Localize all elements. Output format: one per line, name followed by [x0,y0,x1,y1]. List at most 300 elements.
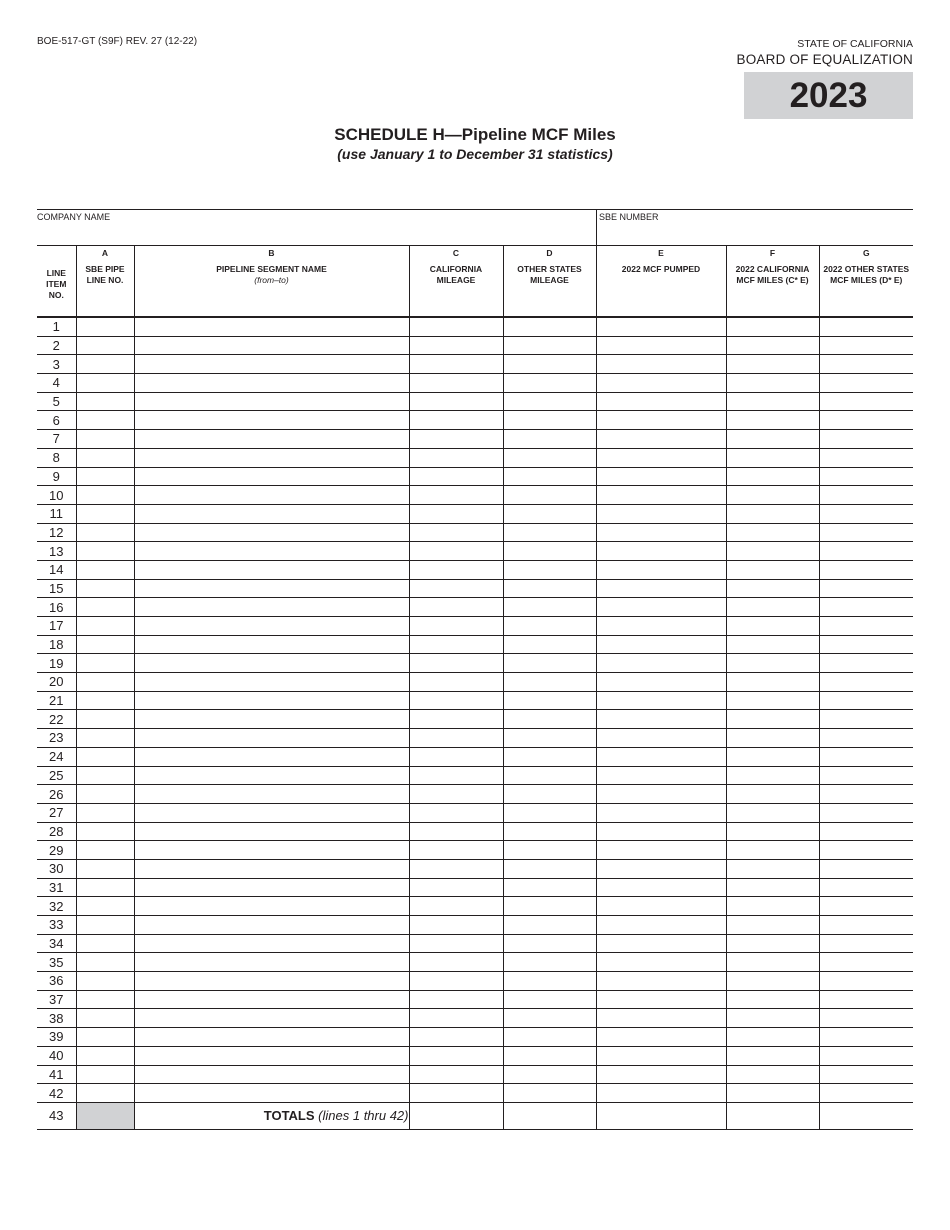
cell-e[interactable] [596,504,726,523]
cell-c[interactable] [409,803,503,822]
cell-g[interactable] [819,654,913,673]
cell-c[interactable] [409,598,503,617]
cell-e[interactable] [596,617,726,636]
cell-e[interactable] [596,897,726,916]
cell-c[interactable] [409,859,503,878]
cell-c[interactable] [409,635,503,654]
cell-e[interactable] [596,766,726,785]
cell-d[interactable] [503,934,596,953]
cell-g[interactable] [819,916,913,935]
totals-cell-c[interactable] [409,1102,503,1129]
cell-c[interactable] [409,878,503,897]
cell-f[interactable] [726,822,819,841]
cell-a[interactable] [76,430,134,449]
cell-d[interactable] [503,822,596,841]
cell-b[interactable] [134,897,409,916]
cell-d[interactable] [503,972,596,991]
cell-d[interactable] [503,560,596,579]
cell-d[interactable] [503,374,596,393]
cell-e[interactable] [596,785,726,804]
cell-f[interactable] [726,897,819,916]
cell-f[interactable] [726,729,819,748]
cell-g[interactable] [819,673,913,692]
cell-e[interactable] [596,523,726,542]
cell-f[interactable] [726,916,819,935]
cell-c[interactable] [409,1065,503,1084]
cell-d[interactable] [503,953,596,972]
cell-c[interactable] [409,560,503,579]
cell-c[interactable] [409,1046,503,1065]
cell-b[interactable] [134,411,409,430]
cell-b[interactable] [134,673,409,692]
cell-b[interactable] [134,953,409,972]
cell-a[interactable] [76,878,134,897]
cell-c[interactable] [409,467,503,486]
cell-g[interactable] [819,598,913,617]
cell-a[interactable] [76,542,134,561]
cell-f[interactable] [726,598,819,617]
cell-d[interactable] [503,897,596,916]
cell-a[interactable] [76,486,134,505]
cell-f[interactable] [726,747,819,766]
cell-e[interactable] [596,635,726,654]
cell-b[interactable] [134,1009,409,1028]
cell-e[interactable] [596,990,726,1009]
cell-a[interactable] [76,523,134,542]
cell-f[interactable] [726,1028,819,1047]
cell-f[interactable] [726,504,819,523]
totals-cell-g[interactable] [819,1102,913,1129]
cell-d[interactable] [503,579,596,598]
cell-b[interactable] [134,1065,409,1084]
cell-d[interactable] [503,878,596,897]
cell-c[interactable] [409,336,503,355]
cell-g[interactable] [819,374,913,393]
cell-d[interactable] [503,523,596,542]
cell-c[interactable] [409,579,503,598]
cell-c[interactable] [409,486,503,505]
cell-g[interactable] [819,523,913,542]
cell-b[interactable] [134,1046,409,1065]
cell-c[interactable] [409,710,503,729]
cell-a[interactable] [76,617,134,636]
cell-f[interactable] [726,953,819,972]
cell-c[interactable] [409,317,503,336]
cell-c[interactable] [409,523,503,542]
cell-d[interactable] [503,673,596,692]
cell-f[interactable] [726,374,819,393]
cell-e[interactable] [596,934,726,953]
cell-a[interactable] [76,317,134,336]
cell-d[interactable] [503,785,596,804]
cell-b[interactable] [134,972,409,991]
cell-b[interactable] [134,785,409,804]
cell-a[interactable] [76,916,134,935]
cell-e[interactable] [596,355,726,374]
cell-c[interactable] [409,654,503,673]
cell-e[interactable] [596,673,726,692]
cell-d[interactable] [503,598,596,617]
cell-a[interactable] [76,336,134,355]
cell-b[interactable] [134,392,409,411]
cell-d[interactable] [503,542,596,561]
cell-d[interactable] [503,803,596,822]
cell-a[interactable] [76,747,134,766]
cell-d[interactable] [503,430,596,449]
cell-a[interactable] [76,504,134,523]
cell-g[interactable] [819,317,913,336]
cell-b[interactable] [134,467,409,486]
cell-c[interactable] [409,617,503,636]
cell-g[interactable] [819,878,913,897]
cell-c[interactable] [409,411,503,430]
cell-b[interactable] [134,841,409,860]
cell-g[interactable] [819,504,913,523]
cell-c[interactable] [409,766,503,785]
cell-f[interactable] [726,803,819,822]
cell-g[interactable] [819,747,913,766]
cell-b[interactable] [134,934,409,953]
cell-d[interactable] [503,729,596,748]
cell-a[interactable] [76,841,134,860]
cell-a[interactable] [76,859,134,878]
cell-a[interactable] [76,673,134,692]
cell-c[interactable] [409,785,503,804]
cell-e[interactable] [596,710,726,729]
cell-e[interactable] [596,542,726,561]
cell-a[interactable] [76,411,134,430]
cell-a[interactable] [76,897,134,916]
cell-b[interactable] [134,504,409,523]
cell-d[interactable] [503,654,596,673]
cell-d[interactable] [503,691,596,710]
cell-f[interactable] [726,785,819,804]
cell-a[interactable] [76,598,134,617]
cell-f[interactable] [726,766,819,785]
cell-c[interactable] [409,542,503,561]
cell-g[interactable] [819,579,913,598]
cell-g[interactable] [819,430,913,449]
cell-e[interactable] [596,392,726,411]
cell-g[interactable] [819,841,913,860]
cell-d[interactable] [503,1046,596,1065]
cell-e[interactable] [596,953,726,972]
cell-b[interactable] [134,523,409,542]
cell-d[interactable] [503,411,596,430]
cell-e[interactable] [596,1065,726,1084]
cell-e[interactable] [596,317,726,336]
cell-e[interactable] [596,430,726,449]
cell-b[interactable] [134,430,409,449]
cell-d[interactable] [503,1009,596,1028]
cell-c[interactable] [409,822,503,841]
cell-b[interactable] [134,878,409,897]
cell-e[interactable] [596,579,726,598]
cell-a[interactable] [76,392,134,411]
cell-g[interactable] [819,1084,913,1103]
cell-b[interactable] [134,990,409,1009]
cell-f[interactable] [726,1046,819,1065]
cell-a[interactable] [76,374,134,393]
cell-b[interactable] [134,560,409,579]
cell-g[interactable] [819,859,913,878]
cell-b[interactable] [134,317,409,336]
cell-d[interactable] [503,1084,596,1103]
cell-d[interactable] [503,504,596,523]
cell-b[interactable] [134,729,409,748]
cell-b[interactable] [134,355,409,374]
cell-a[interactable] [76,822,134,841]
cell-c[interactable] [409,691,503,710]
totals-cell-f[interactable] [726,1102,819,1129]
cell-e[interactable] [596,448,726,467]
cell-c[interactable] [409,897,503,916]
cell-a[interactable] [76,803,134,822]
cell-f[interactable] [726,336,819,355]
cell-b[interactable] [134,374,409,393]
cell-d[interactable] [503,841,596,860]
cell-f[interactable] [726,355,819,374]
cell-c[interactable] [409,990,503,1009]
cell-g[interactable] [819,766,913,785]
cell-g[interactable] [819,972,913,991]
cell-f[interactable] [726,841,819,860]
cell-f[interactable] [726,673,819,692]
cell-c[interactable] [409,673,503,692]
cell-g[interactable] [819,1028,913,1047]
cell-d[interactable] [503,448,596,467]
cell-g[interactable] [819,953,913,972]
cell-f[interactable] [726,710,819,729]
cell-d[interactable] [503,617,596,636]
cell-e[interactable] [596,1009,726,1028]
sbe-number-field[interactable] [596,210,913,246]
cell-f[interactable] [726,691,819,710]
cell-a[interactable] [76,785,134,804]
cell-g[interactable] [819,336,913,355]
cell-d[interactable] [503,392,596,411]
cell-f[interactable] [726,878,819,897]
cell-e[interactable] [596,841,726,860]
cell-g[interactable] [819,803,913,822]
cell-f[interactable] [726,486,819,505]
cell-g[interactable] [819,467,913,486]
cell-b[interactable] [134,579,409,598]
cell-g[interactable] [819,710,913,729]
cell-b[interactable] [134,336,409,355]
cell-e[interactable] [596,878,726,897]
cell-a[interactable] [76,691,134,710]
cell-d[interactable] [503,336,596,355]
cell-b[interactable] [134,859,409,878]
cell-e[interactable] [596,654,726,673]
cell-f[interactable] [726,617,819,636]
cell-b[interactable] [134,1028,409,1047]
cell-a[interactable] [76,1065,134,1084]
cell-b[interactable] [134,486,409,505]
cell-b[interactable] [134,448,409,467]
cell-a[interactable] [76,710,134,729]
cell-f[interactable] [726,654,819,673]
cell-g[interactable] [819,560,913,579]
cell-g[interactable] [819,1046,913,1065]
cell-e[interactable] [596,803,726,822]
cell-c[interactable] [409,448,503,467]
cell-e[interactable] [596,598,726,617]
cell-c[interactable] [409,953,503,972]
cell-f[interactable] [726,1084,819,1103]
cell-f[interactable] [726,467,819,486]
cell-f[interactable] [726,1065,819,1084]
cell-a[interactable] [76,990,134,1009]
cell-g[interactable] [819,822,913,841]
cell-f[interactable] [726,448,819,467]
cell-b[interactable] [134,766,409,785]
cell-f[interactable] [726,542,819,561]
cell-c[interactable] [409,374,503,393]
cell-c[interactable] [409,934,503,953]
cell-g[interactable] [819,617,913,636]
cell-b[interactable] [134,747,409,766]
cell-d[interactable] [503,635,596,654]
cell-a[interactable] [76,766,134,785]
cell-c[interactable] [409,916,503,935]
cell-a[interactable] [76,635,134,654]
cell-a[interactable] [76,355,134,374]
cell-e[interactable] [596,747,726,766]
cell-e[interactable] [596,411,726,430]
cell-e[interactable] [596,467,726,486]
cell-f[interactable] [726,1009,819,1028]
cell-f[interactable] [726,635,819,654]
totals-cell-d[interactable] [503,1102,596,1129]
cell-e[interactable] [596,729,726,748]
cell-e[interactable] [596,1084,726,1103]
cell-b[interactable] [134,916,409,935]
cell-f[interactable] [726,430,819,449]
cell-d[interactable] [503,766,596,785]
totals-cell-e[interactable] [596,1102,726,1129]
cell-f[interactable] [726,859,819,878]
cell-b[interactable] [134,822,409,841]
cell-d[interactable] [503,486,596,505]
cell-b[interactable] [134,635,409,654]
cell-a[interactable] [76,972,134,991]
cell-a[interactable] [76,654,134,673]
cell-g[interactable] [819,411,913,430]
cell-c[interactable] [409,1028,503,1047]
cell-b[interactable] [134,803,409,822]
cell-d[interactable] [503,355,596,374]
cell-a[interactable] [76,1084,134,1103]
cell-b[interactable] [134,710,409,729]
cell-f[interactable] [726,523,819,542]
cell-f[interactable] [726,579,819,598]
cell-e[interactable] [596,1028,726,1047]
cell-g[interactable] [819,729,913,748]
cell-g[interactable] [819,1009,913,1028]
cell-f[interactable] [726,411,819,430]
cell-b[interactable] [134,691,409,710]
cell-c[interactable] [409,841,503,860]
cell-c[interactable] [409,355,503,374]
cell-c[interactable] [409,1084,503,1103]
cell-d[interactable] [503,990,596,1009]
cell-d[interactable] [503,859,596,878]
cell-f[interactable] [726,990,819,1009]
cell-e[interactable] [596,691,726,710]
cell-e[interactable] [596,916,726,935]
cell-g[interactable] [819,897,913,916]
cell-c[interactable] [409,747,503,766]
cell-c[interactable] [409,392,503,411]
cell-e[interactable] [596,374,726,393]
cell-g[interactable] [819,392,913,411]
cell-a[interactable] [76,953,134,972]
cell-d[interactable] [503,1028,596,1047]
cell-a[interactable] [76,729,134,748]
cell-f[interactable] [726,317,819,336]
cell-f[interactable] [726,560,819,579]
cell-g[interactable] [819,1065,913,1084]
cell-f[interactable] [726,972,819,991]
cell-c[interactable] [409,729,503,748]
cell-a[interactable] [76,1009,134,1028]
cell-g[interactable] [819,691,913,710]
cell-g[interactable] [819,785,913,804]
company-name-field[interactable] [37,210,596,248]
cell-d[interactable] [503,916,596,935]
cell-d[interactable] [503,710,596,729]
cell-c[interactable] [409,504,503,523]
cell-c[interactable] [409,430,503,449]
cell-a[interactable] [76,579,134,598]
cell-g[interactable] [819,486,913,505]
cell-c[interactable] [409,972,503,991]
cell-g[interactable] [819,635,913,654]
cell-a[interactable] [76,1028,134,1047]
cell-b[interactable] [134,1084,409,1103]
cell-d[interactable] [503,317,596,336]
cell-e[interactable] [596,560,726,579]
cell-d[interactable] [503,747,596,766]
cell-e[interactable] [596,486,726,505]
cell-e[interactable] [596,972,726,991]
cell-d[interactable] [503,467,596,486]
cell-g[interactable] [819,448,913,467]
cell-a[interactable] [76,1046,134,1065]
cell-g[interactable] [819,934,913,953]
cell-a[interactable] [76,560,134,579]
cell-c[interactable] [409,1009,503,1028]
cell-e[interactable] [596,822,726,841]
cell-e[interactable] [596,336,726,355]
cell-b[interactable] [134,542,409,561]
cell-g[interactable] [819,542,913,561]
cell-f[interactable] [726,934,819,953]
cell-a[interactable] [76,467,134,486]
cell-e[interactable] [596,859,726,878]
cell-b[interactable] [134,598,409,617]
cell-a[interactable] [76,448,134,467]
cell-f[interactable] [726,392,819,411]
cell-g[interactable] [819,990,913,1009]
cell-a[interactable] [76,934,134,953]
cell-d[interactable] [503,1065,596,1084]
cell-b[interactable] [134,617,409,636]
cell-b[interactable] [134,654,409,673]
cell-g[interactable] [819,355,913,374]
